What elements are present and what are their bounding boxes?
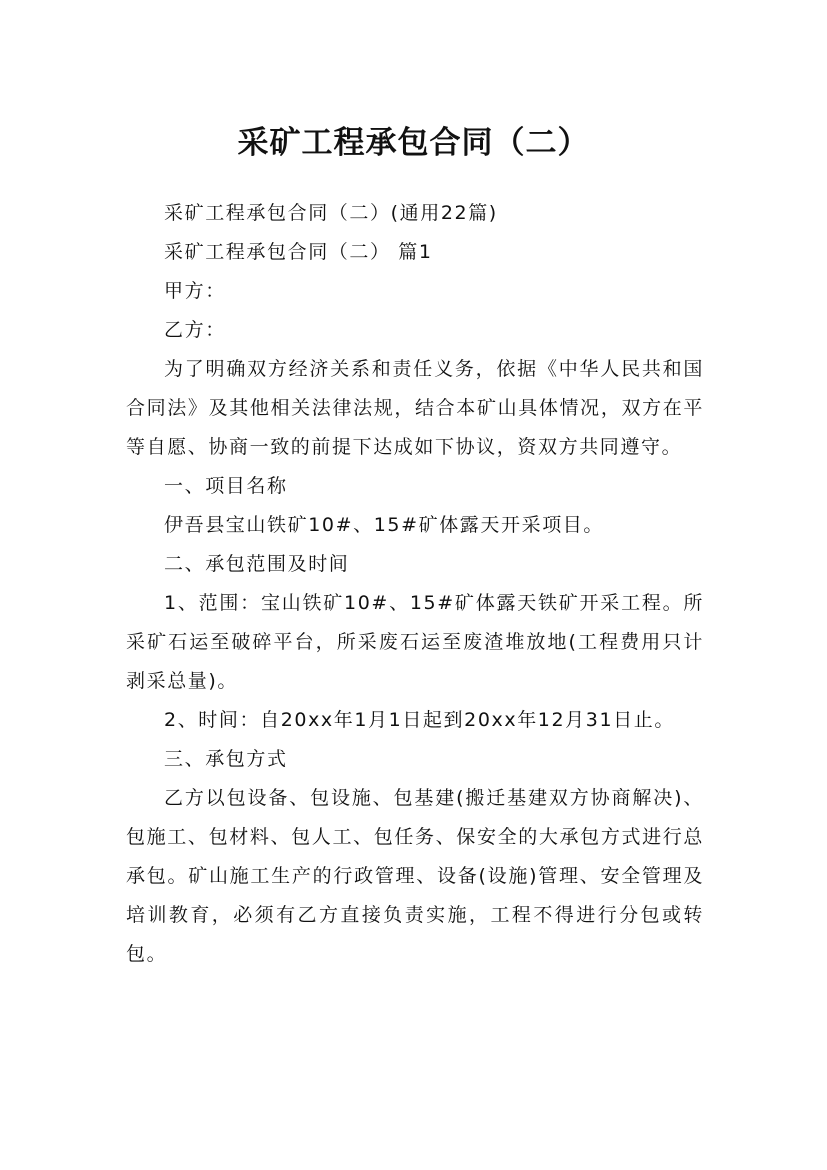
section-heading-scope-time: 二、承包范围及时间	[164, 553, 350, 575]
document-body	[126, 194, 704, 974]
paragraph-project-name: 伊吾县宝山铁矿10#、15#矿体露天开采项目。	[164, 514, 604, 536]
paragraph-contract-method: 乙方以包设备、包设施、包基建(搬迁基建双方协商解决)、包施工、包材料、包人工、包任务、保安全的大承包方式进行总承包。矿山施工生产的行政管理、设备(设施)管理、安全管理及培训教育，必须有乙方直接负责实施，工程不得进行分包或转包。	[126, 787, 704, 965]
paragraph-chapter-heading: 采矿工程承包合同（二） 篇1	[164, 241, 433, 263]
paragraph-time: 2、时间：自20xx年1月1日起到20xx年12月31日止。	[164, 709, 675, 731]
document-title: 采矿工程承包合同（二）	[237, 124, 590, 161]
paragraph-party-b: 乙方：	[164, 319, 226, 341]
paragraph-preamble: 为了明确双方经济关系和责任义务，依据《中华人民共和国合同法》及其他相关法律法规，结合本矿山具体情况，双方在平等自愿、协商一致的前提下达成如下协议，资双方共同遵守。	[126, 358, 704, 458]
paragraph-scope: 1、范围：宝山铁矿10#、15#矿体露天铁矿开采工程。所采矿石运至破碎平台，所采废石运至废渣堆放地(工程费用只计剥采总量)。	[126, 592, 704, 692]
paragraph-subtitle: 采矿工程承包合同（二）(通用22篇)	[164, 202, 498, 224]
section-heading-project-name: 一、项目名称	[164, 475, 288, 497]
section-heading-contract-method: 三、承包方式	[164, 748, 288, 770]
paragraph-party-a: 甲方：	[164, 280, 226, 302]
